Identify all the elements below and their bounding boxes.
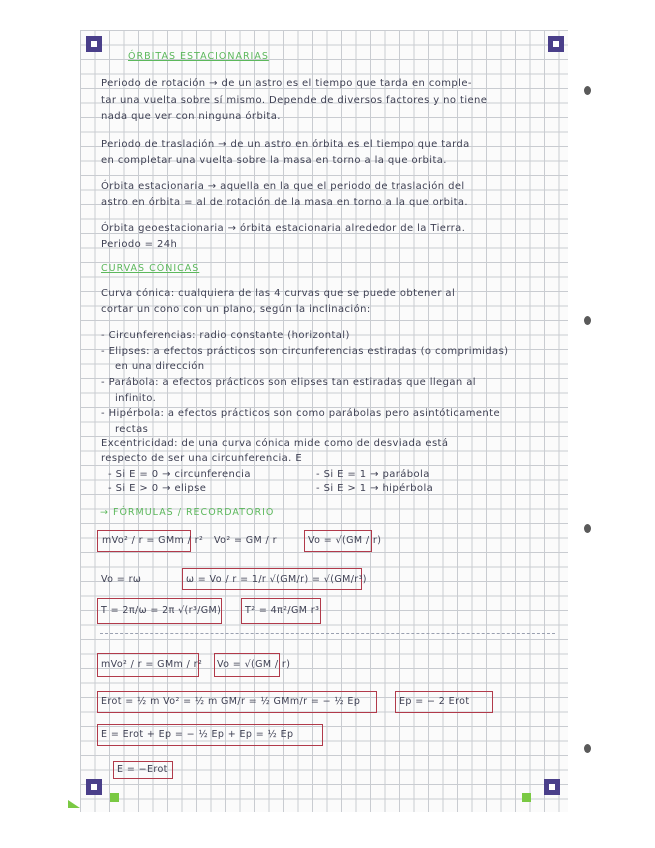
bullet-parabola-cont: infinito. <box>115 393 157 404</box>
green-corner-triangle <box>68 800 80 808</box>
formula-centripetal-repeat: mVo² / r = GMm / r² <box>101 659 203 670</box>
bullet-elipses: - Elipses: a efectos prácticos son circunferencias estiradas (o comprimidas) <box>101 346 509 357</box>
eccentricity-case: - Si E = 0 → circunferencia <box>108 469 251 480</box>
corner-marker-bottom-left <box>86 779 102 795</box>
corner-marker-top-right <box>548 36 564 52</box>
paragraph-geostationary-line: Periodo = 24h <box>101 239 178 250</box>
formula-centripetal: mVo² / r = GMm / r² <box>102 535 204 546</box>
formula-vo-squared: Vo² = GM / r <box>214 535 277 546</box>
formula-total-energy: E = Erot + Ep = − ½ Ep + Ep = ½ Ep <box>101 729 294 740</box>
section-divider <box>100 633 555 634</box>
punch-hole <box>584 86 591 95</box>
paragraph-stationary-line: astro en órbita = al de rotación de la masa en torno a la que orbita. <box>101 197 469 208</box>
heading-curvas: CURVAS CÓNICAS <box>101 263 200 274</box>
corner-marker-top-left <box>86 36 102 52</box>
formula-period-squared: T² = 4π²/GM r³ <box>245 605 320 616</box>
green-square-left <box>110 793 119 802</box>
bullet-elipses-cont: en una dirección <box>115 361 205 372</box>
formula-potential-energy: Ep = − 2 Erot <box>399 696 470 707</box>
paragraph-stationary-line: Órbita estacionaria → aquella en la que el periodo de traslación del <box>101 181 465 192</box>
punch-hole <box>584 524 591 533</box>
paragraph-rotation-line: nada que ver con ninguna órbita. <box>101 111 281 122</box>
bullet-hiperbola: - Hipérbola: a efectos prácticos son como parábolas pero asintóticamente <box>101 408 501 419</box>
paragraph-conic-line: cortar un cono con un plano, según la inclinación: <box>101 304 371 315</box>
green-square-right <box>522 793 531 802</box>
punch-hole <box>584 316 591 325</box>
formula-period: T = 2π/ω = 2π √(r³/GM) <box>101 605 222 616</box>
bullet-hiperbola-cont: rectas <box>115 424 149 435</box>
formula-orbital-velocity-repeat: Vo = √(GM / r) <box>217 659 291 670</box>
eccentricity-case: - Si E > 0 → elipse <box>108 483 207 494</box>
paragraph-translation-line: Periodo de traslación → de un astro en órbita es el tiempo que tarda <box>101 139 470 150</box>
eccentricity-case: - Si E = 1 → parábola <box>316 469 430 480</box>
paragraph-rotation-line: Periodo de rotación → de un astro es el tiempo que tarda en comple- <box>101 78 472 89</box>
arrow-icon: → <box>100 507 113 518</box>
formula-angular-velocity: ω = Vo / r = 1/r √(GM/r) = √(GM/r³) <box>186 574 367 585</box>
formula-orbital-velocity: Vo = √(GM / r) <box>308 535 382 546</box>
eccentricity-case: - Si E > 1 → hipérbola <box>316 483 434 494</box>
formula-vo-rw: Vo = rω <box>101 574 142 585</box>
formula-energy-rot: E = −Erot <box>117 764 168 775</box>
paragraph-eccentricity-line: Excentricidad: de una curva cónica mide como de desviada está <box>101 438 449 449</box>
paragraph-conic-line: Curva cónica: cualquiera de las 4 curvas que se puede obtener al <box>101 288 456 299</box>
heading-formulas-label: FÓRMULAS / RECORDATORIO <box>112 507 275 518</box>
paragraph-eccentricity-line: respecto de ser una circunferencia. E <box>101 453 303 464</box>
heading-formulas <box>100 506 274 519</box>
heading-orbitas: ÓRBITAS ESTACIONARIAS <box>128 51 269 62</box>
formula-kinetic-energy: Erot = ½ m Vo² = ½ m GM/r = ½ GMm/r = − ½ Ep <box>101 696 361 707</box>
paragraph-translation-line: en completar una vuelta sobre la masa en torno a la que orbita. <box>101 155 447 166</box>
bullet-circunferencias: - Circunferencias: radio constante (horizontal) <box>101 330 350 341</box>
corner-marker-bottom-right <box>544 779 560 795</box>
paragraph-rotation-line: tar una vuelta sobre sí mismo. Depende de diversos factores y no tiene <box>101 95 488 106</box>
bullet-parabola: - Parábola: a efectos prácticos son elipses tan estiradas que llegan al <box>101 377 476 388</box>
punch-hole <box>584 744 591 753</box>
paragraph-geostationary-line: Órbita geoestacionaria → órbita estacionaria alrededor de la Tierra. <box>101 223 466 234</box>
